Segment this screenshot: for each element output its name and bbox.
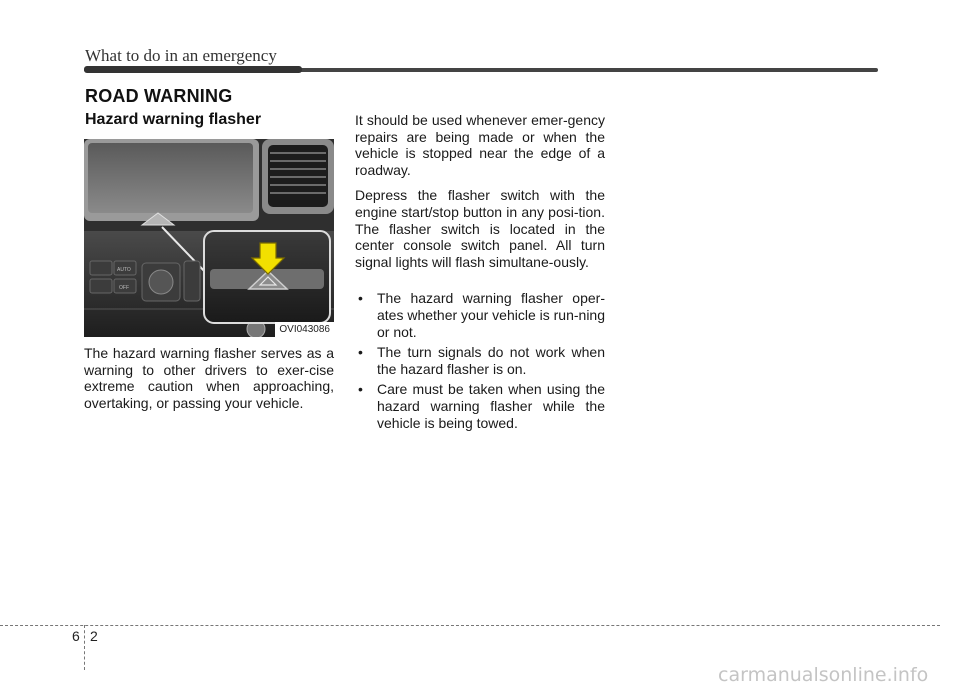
location-paragraph: Depress the flasher switch with the engine start/stop button in any posi-tion. The flasher switch is located in the center console switch panel. All turn signal lights will flash simultane-ously. xyxy=(355,187,605,270)
intro-paragraph: The hazard warning flasher serves as a warning to other drivers to exer-cise extreme caution when approaching, overtaking, or passing your vehicle. xyxy=(84,345,334,411)
notes-list xyxy=(355,290,605,431)
header-rule xyxy=(84,68,878,72)
panel-label-off: OFF xyxy=(119,285,129,291)
watermark: carmanualsonline.info xyxy=(718,664,929,686)
chapter-number: 6 xyxy=(72,628,80,644)
panel-label-auto: AUTO xyxy=(117,267,131,273)
display-screen xyxy=(88,143,253,213)
footer-vertical-divider xyxy=(84,625,85,670)
right-column xyxy=(355,112,605,435)
list-item: • The turn signals do not work when the hazard flasher is on. xyxy=(355,344,605,377)
chapter-title: What to do in an emergency xyxy=(85,46,277,65)
list-item: • Care must be taken when using the hazard warning flasher while the vehicle is being towed. xyxy=(355,381,605,431)
list-item: • The hazard warning flasher oper-ates whether your vehicle is run-ning or not. xyxy=(355,290,605,340)
footer-divider xyxy=(0,625,940,626)
dashboard-illustration xyxy=(84,139,334,337)
page-number: 2 xyxy=(90,628,98,644)
hazard-switch-figure xyxy=(84,139,334,337)
section-title: ROAD WARNING xyxy=(85,86,233,106)
figure-code: OVI043086 xyxy=(275,322,334,337)
subsection-title: Hazard warning flasher xyxy=(85,111,262,128)
usage-paragraph: It should be used whenever emer-gency repairs are being made or when the vehicle is stopped near the edge of a roadway. xyxy=(355,112,605,178)
